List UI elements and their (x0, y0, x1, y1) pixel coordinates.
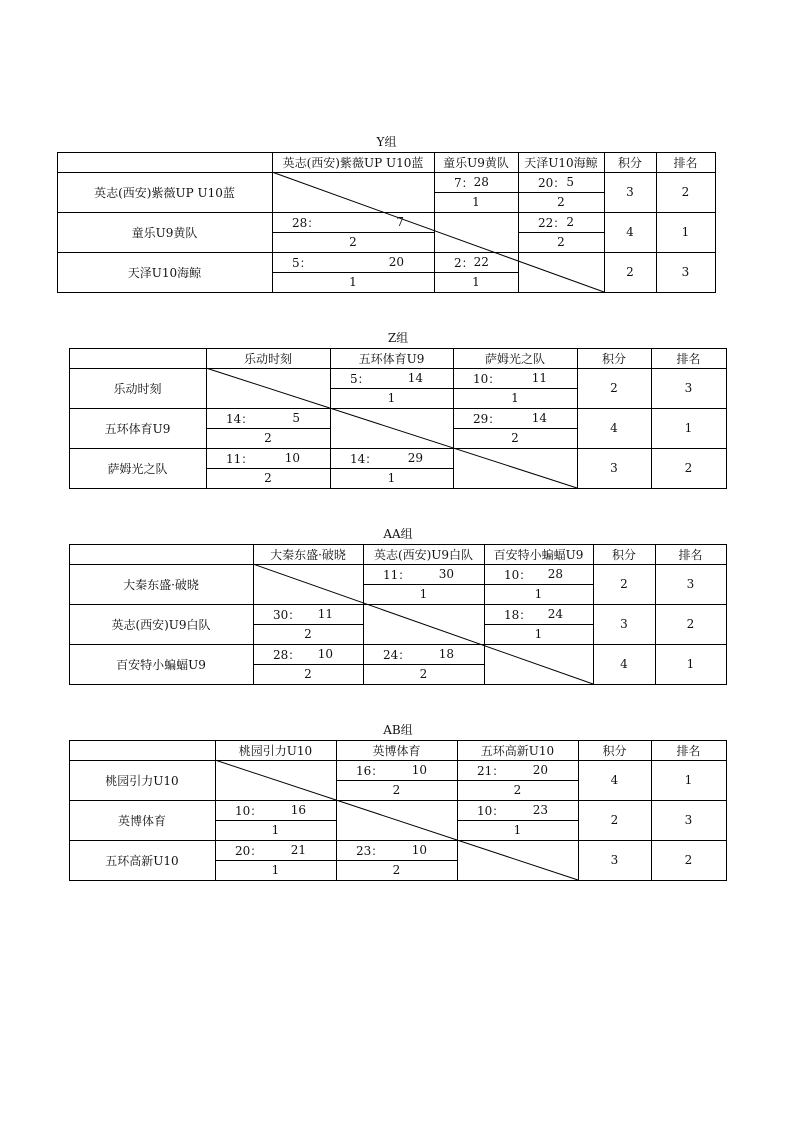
team-column-header: 百安特小蝙蝠U9 (493, 547, 584, 562)
team-name: 五环高新U10 (105, 853, 179, 868)
match-points: 1 (387, 391, 396, 405)
rank-value: 2 (684, 853, 693, 867)
points-header: 积分 (602, 743, 627, 758)
score-home: 22： (538, 215, 566, 230)
rank-header: 排名 (673, 155, 698, 170)
score-home: 20： (538, 175, 566, 190)
score-home: 2： (454, 255, 474, 270)
match-points: 1 (472, 195, 480, 209)
total-points: 2 (610, 381, 618, 395)
match-score (484, 604, 593, 624)
match-points: 2 (304, 667, 312, 681)
score-away: 23 (532, 803, 548, 817)
rank-value: 1 (681, 225, 690, 239)
match-points: 1 (513, 823, 522, 837)
match-score (206, 448, 330, 468)
score-home: 5： (350, 371, 370, 386)
points-header: 积分 (601, 351, 626, 366)
match-score (330, 448, 453, 468)
match-points: 1 (271, 823, 280, 837)
score-home: 14： (350, 451, 378, 466)
score-home: 28： (292, 215, 320, 230)
grid-line (726, 544, 727, 685)
match-score (457, 800, 578, 820)
score-away: 7 (396, 215, 404, 229)
group-title: AA组 (383, 527, 413, 541)
score-away: 22 (473, 255, 489, 269)
total-points: 4 (620, 657, 628, 671)
score-home: 10： (504, 567, 532, 582)
team-name: 百安特小蝙蝠U9 (116, 657, 206, 672)
score-away: 2 (566, 215, 574, 229)
rank-value: 3 (686, 577, 695, 591)
team-name: 五环体育U9 (104, 421, 171, 436)
team-name: 萨姆光之队 (107, 461, 168, 476)
match-points: 2 (264, 471, 272, 485)
score-away: 21 (290, 843, 306, 857)
score-home: 21： (477, 763, 505, 778)
score-home: 10： (477, 803, 505, 818)
group-table (57, 135, 716, 293)
match-points: 2 (392, 863, 401, 877)
team-column-header (69, 348, 206, 368)
rank-value: 2 (681, 185, 690, 199)
match-points: 2 (419, 667, 428, 681)
team-column-header (69, 544, 253, 564)
score-home: 30： (273, 607, 301, 622)
team-column-header: 大秦东盛·破晓 (270, 547, 346, 562)
rank-value: 1 (686, 657, 695, 671)
match-score (206, 408, 330, 428)
score-away: 10 (317, 647, 333, 661)
match-points: 1 (472, 275, 480, 289)
rank-header: 排名 (676, 743, 701, 758)
rank-value: 3 (684, 381, 693, 395)
match-points: 1 (511, 391, 519, 405)
match-points: 1 (534, 587, 543, 601)
match-score (434, 172, 518, 192)
rank-header: 排名 (678, 547, 703, 562)
total-points: 3 (610, 853, 619, 867)
score-away: 28 (547, 567, 563, 581)
total-points: 3 (610, 461, 618, 475)
grid-line (69, 684, 727, 685)
group-title: AB组 (383, 723, 413, 737)
team-name: 英志(西安)U9白队 (111, 617, 211, 632)
grid-line (69, 488, 727, 489)
group-table (69, 723, 727, 881)
team-column-header: 五环高新U10 (480, 743, 555, 758)
match-points: 2 (349, 235, 357, 249)
match-score (253, 644, 363, 664)
score-away: 18 (438, 647, 454, 661)
score-away: 10 (284, 451, 300, 465)
total-points: 4 (626, 225, 634, 239)
match-score (215, 840, 336, 860)
score-away: 16 (290, 803, 306, 817)
score-away: 5 (566, 175, 574, 189)
match-points: 2 (513, 783, 522, 797)
match-score (518, 172, 604, 192)
match-points: 2 (264, 431, 272, 445)
team-name: 乐动时刻 (113, 381, 162, 396)
match-score (453, 368, 577, 388)
match-points: 2 (511, 431, 519, 445)
score-away: 20 (388, 255, 404, 269)
score-away: 14 (531, 411, 547, 425)
points-header: 积分 (611, 547, 636, 562)
grid-line (726, 740, 727, 881)
match-score (457, 760, 578, 780)
team-name: 桃园引力U10 (105, 773, 179, 788)
team-column-header (69, 740, 215, 760)
match-score (336, 840, 457, 860)
match-points: 1 (271, 863, 280, 877)
grid-line (57, 292, 716, 293)
match-points: 2 (304, 627, 312, 641)
score-home: 5： (292, 255, 312, 270)
total-points: 4 (610, 773, 619, 787)
score-away: 5 (292, 411, 300, 425)
match-points: 1 (419, 587, 428, 601)
score-away: 11 (317, 607, 333, 621)
rank-value: 3 (681, 265, 690, 279)
rank-header: 排名 (676, 351, 701, 366)
team-name: 大秦东盛·破晓 (123, 577, 199, 592)
score-away: 20 (532, 763, 548, 777)
score-home: 20： (235, 843, 263, 858)
group-table (69, 331, 727, 489)
score-home: 7： (454, 175, 474, 190)
rank-value: 2 (686, 617, 695, 631)
grid-line (69, 880, 727, 881)
rank-value: 2 (684, 461, 693, 475)
team-name: 天泽U10海鲸 (127, 265, 202, 280)
score-away: 14 (407, 371, 423, 385)
score-away: 30 (438, 567, 454, 581)
rank-value: 1 (684, 773, 693, 787)
team-column-header (57, 152, 272, 172)
match-points: 1 (349, 275, 357, 289)
score-away: 29 (407, 451, 423, 465)
rank-value: 3 (684, 813, 693, 827)
team-column-header: 英志(西安)U9白队 (373, 547, 474, 562)
match-score (484, 564, 593, 584)
match-score (330, 368, 453, 388)
match-points: 1 (534, 627, 543, 641)
score-away: 28 (473, 175, 489, 189)
total-points: 3 (620, 617, 628, 631)
score-home: 24： (383, 647, 411, 662)
match-score (363, 644, 484, 664)
score-home: 16： (356, 763, 384, 778)
total-points: 4 (610, 421, 618, 435)
match-score (253, 604, 363, 624)
match-score (272, 212, 434, 232)
match-score (272, 252, 434, 272)
team-name: 英志(西安)紫薇UP U10蓝 (94, 185, 235, 200)
group-title: Z组 (387, 331, 409, 345)
team-name: 童乐U9黄队 (131, 225, 198, 240)
team-column-header: 萨姆光之队 (484, 351, 545, 366)
match-score (518, 212, 604, 232)
grid-line (726, 348, 727, 489)
score-away: 10 (411, 843, 427, 857)
total-points: 3 (626, 185, 634, 199)
match-score (215, 800, 336, 820)
match-score (453, 408, 577, 428)
group-table (69, 527, 727, 685)
score-home: 18： (504, 607, 532, 622)
score-home: 11： (226, 451, 254, 466)
total-points: 2 (626, 265, 634, 279)
score-away: 24 (547, 607, 563, 621)
total-points: 2 (620, 577, 628, 591)
team-column-header: 童乐U9黄队 (443, 155, 509, 170)
match-points: 2 (557, 235, 565, 249)
score-away: 11 (531, 371, 547, 385)
match-score (434, 252, 518, 272)
match-points: 2 (557, 195, 565, 209)
match-score (336, 760, 457, 780)
match-points: 1 (387, 471, 396, 485)
team-column-header: 英志(西安)紫薇UP U10蓝 (282, 155, 424, 170)
group-title: Y组 (376, 135, 397, 149)
grid-line (715, 152, 716, 293)
team-column-header: 乐动时刻 (243, 351, 292, 366)
score-home: 28： (273, 647, 301, 662)
team-column-header: 五环体育U9 (358, 351, 425, 366)
score-home: 11： (383, 567, 411, 582)
team-column-header: 英博体育 (372, 743, 421, 758)
score-home: 10： (235, 803, 263, 818)
match-points: 2 (392, 783, 401, 797)
total-points: 2 (610, 813, 619, 827)
score-home: 29： (473, 411, 501, 426)
match-score (363, 564, 484, 584)
score-home: 14： (226, 411, 254, 426)
score-home: 10： (473, 371, 501, 386)
team-name: 英博体育 (117, 813, 166, 828)
score-home: 23： (356, 843, 384, 858)
team-column-header: 天泽U10海鲸 (524, 155, 598, 170)
rank-value: 1 (684, 421, 693, 435)
score-away: 10 (411, 763, 427, 777)
team-column-header: 桃园引力U10 (238, 743, 313, 758)
points-header: 积分 (617, 155, 642, 170)
